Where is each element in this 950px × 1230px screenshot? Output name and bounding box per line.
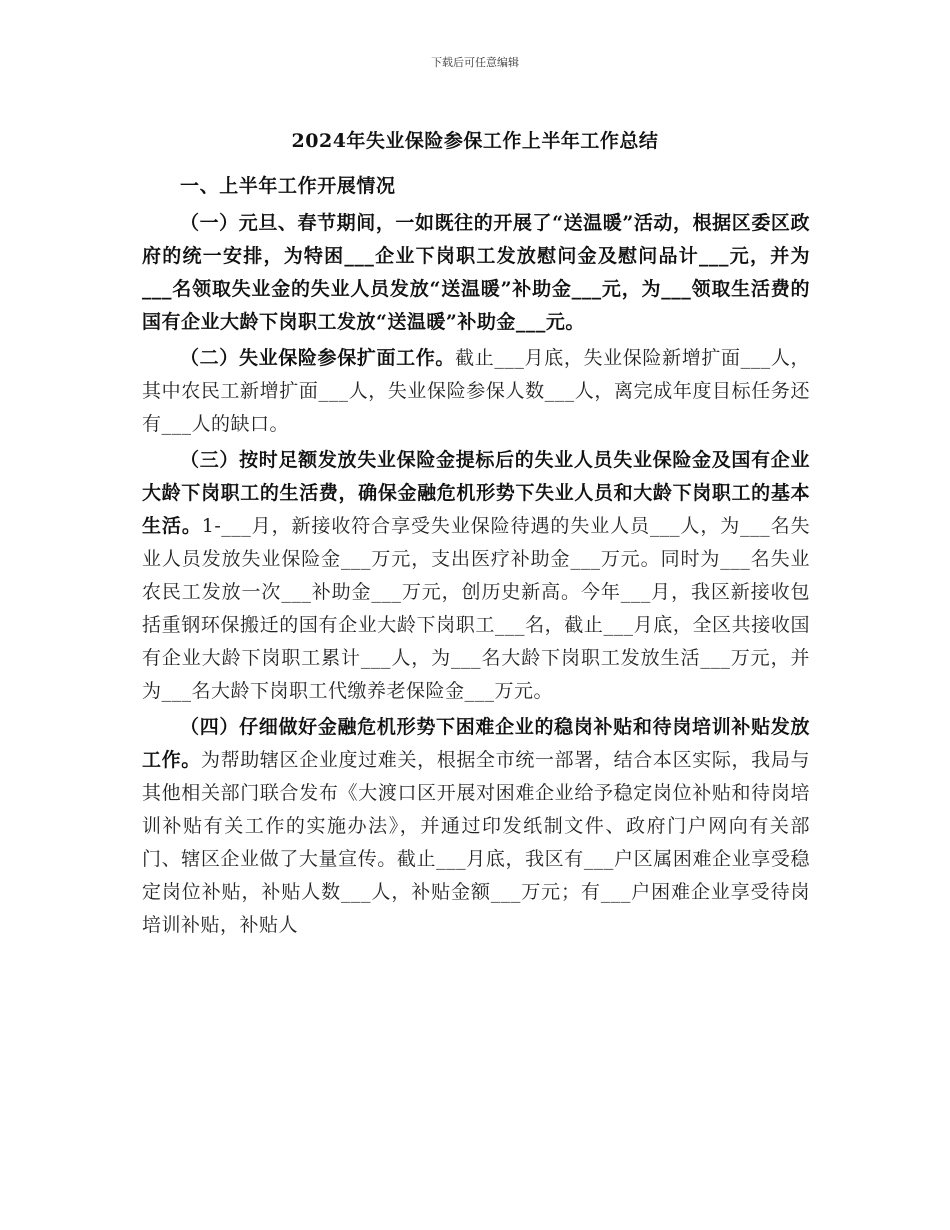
document-body bbox=[142, 170, 810, 945]
paragraph-1-text: （一）元旦、春节期间，一如既往的开展了“送温暖”活动，根据区委区政府的统一安排，为特困___企业下岗职工发放慰问金及慰问品计___元，并为___名领取失业金的失业人员发放“送温暖”补助金___元，为___领取生活费的国有企业大龄下岗职工发放“送温暖”补助金___元。 bbox=[142, 212, 810, 333]
section-heading: 一、上半年工作开展情况 bbox=[180, 175, 396, 197]
paragraph-2 bbox=[142, 342, 810, 441]
paragraph-4-body: 为帮助辖区企业度过难关，根据全市统一部署，结合本区实际，我局与其他相关部门联合发布《大渡口区开展对困难企业给予稳定岗位补贴和待岗培训补贴有关工作的实施办法》，并通过印发纸制文件、政府门户网向有关部门、辖区企业做了大量宣传。截止___月底，我区有___户区属困难企业享受稳定岗位补贴，补贴人数___人，补贴金额___万元；有___户困难企业享受待岗培训补贴，补贴人 bbox=[142, 749, 810, 936]
document-title: 2024年失业保险参保工作上半年工作总结 bbox=[291, 130, 659, 152]
header-note: 下载后可任意编辑 bbox=[431, 56, 519, 69]
paragraph-2-body: 截止___月底，失业保险新增扩面___人，其中农民工新增扩面___人，失业保险参保人数___人，离完成年度目标任务还有___人的缺口。 bbox=[142, 347, 810, 435]
paragraph-1 bbox=[142, 207, 810, 339]
paragraph-4 bbox=[142, 711, 810, 942]
paragraph-3 bbox=[142, 444, 810, 708]
paragraph-3-body: 1-___月，新接收符合享受失业保险待遇的失业人员___人，为___名失业人员发放失业保险金___万元，支出医疗补助金___万元。同时为___名失业农民工发放一次___补助金___万元，创历史新高。今年___月，我区新接收包括重钢环保搬迁的国有企业大龄下岗职工___名，截止___月底，全区共接收国有企业大龄下岗职工累计___人，为___名大龄下岗职工发放生活___万元，并为___名大龄下岗职工代缴养老保险金___万元。 bbox=[142, 515, 810, 702]
paragraph-2-lead: （二）失业保险参保扩面工作。 bbox=[180, 347, 456, 369]
paragraph-4-lead: （四）仔细做好金融危机形势下困难企业的稳岗补贴和待岗培训补贴发放工作。 bbox=[142, 716, 810, 771]
paragraph-3-lead: （三）按时足额发放失业保险金提标后的失业人员失业保险金及国有企业大龄下岗职工的生活费，确保金融危机形势下失业人员和大龄下岗职工的基本生活。 bbox=[142, 449, 810, 537]
